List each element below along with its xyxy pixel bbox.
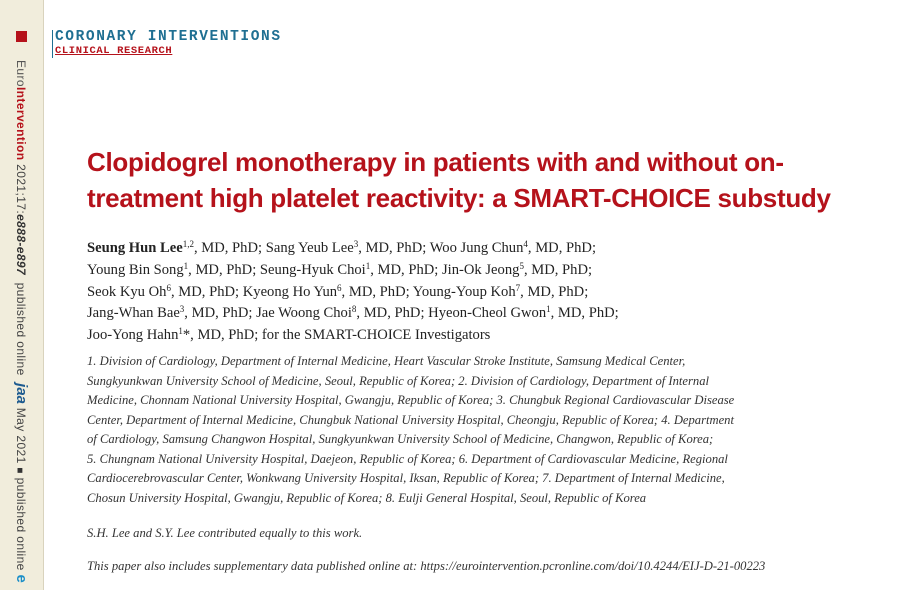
author-name: Joo-Yong Hahn: [87, 327, 179, 344]
e-logo-icon: e: [13, 574, 30, 584]
article-title-line-2: treatment high platelet reactivity: a SMART-CHOICE substudy: [87, 183, 831, 213]
author-name: Seung-Hyuk Choi: [259, 261, 366, 278]
author-name: Kyeong Ho Yun: [242, 283, 338, 300]
author-name: Sang Yeub Lee: [265, 240, 354, 256]
author-affiliation-number: 3: [179, 304, 185, 315]
author-affiliation-number: 8: [351, 304, 357, 315]
author-name: Young-Youp Koh: [412, 283, 516, 300]
author-name: Jin-Ok Jeong: [442, 261, 520, 278]
affiliation-line: Chosun University Hospital, Gwangju, Republic of Korea; 8. Eulji General Hospital, Seoul, Republic of Korea: [87, 490, 647, 505]
author-degrees: , MD, PhD;: [520, 283, 589, 300]
journal-brand-name: Intervention: [14, 86, 28, 161]
article-title: [87, 144, 867, 216]
affiliation-line: Cardiocerebrovascular Center, Wonkwang University Hospital, Iksan, Republic of Korea; 7. Department of Internal Medicine,: [87, 471, 725, 485]
equal-contribution-note: S.H. Lee and S.Y. Lee contributed equally to this work.: [87, 526, 363, 540]
author-line: [87, 260, 877, 282]
author-degrees: , MD, PhD;: [193, 240, 266, 256]
affiliation-line: Medicine, Chonnam National University Hospital, Gwangju, Republic of Korea; 3. Chungbuk Regional Cardiovascular Disease: [87, 393, 735, 407]
affiliation-line: Center, Department of Internal Medicine, Chungbuk National University Hospital, Cheongju, Republic of Korea; 4. Department: [87, 412, 734, 427]
section-marker-square: [16, 31, 27, 42]
author-affiliation-number: 1: [178, 326, 183, 337]
section-subtitle-link[interactable]: CLINICAL RESEARCH: [55, 45, 173, 57]
author-affiliation-number: 5: [519, 260, 524, 271]
author-degrees: , MD, PhD;: [341, 283, 413, 300]
author-line: [87, 282, 877, 304]
author-degrees: , MD, PhD;: [358, 240, 430, 256]
author-degrees: , MD, PhD;: [356, 305, 429, 322]
author-line: [87, 325, 877, 347]
published-online-label: published online: [14, 282, 28, 376]
affiliation-line: of Cardiology, Samsung Changwon Hospital, Sungkyunkwan University School of Medicine, Changwon, Republic of Korea;: [87, 432, 714, 446]
section-title: CORONARY INTERVENTIONS: [55, 29, 282, 45]
author-line: [87, 303, 877, 325]
author-affiliation-number: 1,2: [182, 239, 194, 249]
author-degrees: , MD, PhD;: [527, 240, 597, 256]
author-name: Seok Kyu Oh: [87, 283, 167, 300]
author-name: Woo Jung Chun: [429, 240, 524, 256]
author-degrees: , MD, PhD;: [170, 283, 243, 300]
citation-year: 2021;17:: [14, 164, 28, 215]
author-name: Jae Woong Choi: [256, 305, 352, 322]
jaa-logo: jaa: [13, 383, 30, 405]
author-degrees: , MD, PhD;: [370, 261, 442, 278]
author-degrees: *, MD, PhD; for the SMART-CHOICE Investigators: [182, 327, 491, 344]
article-title-line-1: Clopidogrel monotherapy in patients with and without on-: [87, 147, 784, 177]
author-line: [87, 238, 877, 260]
author-affiliation-number: 6: [337, 282, 342, 293]
author-affiliation-number: 7: [515, 282, 521, 293]
affiliation-line: Sungkyunkwan University School of Medicine, Seoul, Republic of Korea; 2. Division of Cardiology, Department of Internal: [87, 373, 710, 388]
author-name: Seung Hun Lee: [87, 240, 183, 256]
author-affiliation-number: 1: [183, 260, 189, 271]
author-degrees: , MD, PhD;: [523, 261, 593, 278]
author-list: [87, 238, 877, 347]
supplementary-data-note: This paper also includes supplementary data published online at: https://eurointervention.pcronline.com/doi/10.4244/EIJ-D-21-00223: [87, 559, 766, 573]
citation-pages: e888-e897: [14, 214, 28, 276]
published-online-label-2: published online: [14, 477, 28, 571]
author-affiliation-number: 3: [353, 239, 359, 249]
section-header-rule: [52, 30, 53, 58]
author-degrees: , MD, PhD;: [550, 305, 619, 322]
journal-brand-prefix: Euro: [14, 60, 28, 87]
author-name: Hyeon-Cheol Gwon: [428, 305, 547, 322]
sidebar-vertical-text: [8, 60, 36, 590]
author-degrees: , MD, PhD;: [184, 305, 257, 322]
issue-date: May 2021: [14, 407, 28, 464]
affiliation-line: 1. Division of Cardiology, Department of Internal Medicine, Heart Vascular Stroke Institute, Samsung Medical Center,: [87, 354, 686, 368]
author-affiliation-number: 4: [523, 239, 528, 249]
author-affiliation-number: 1: [365, 260, 371, 271]
affiliations: [87, 352, 847, 508]
separator-square-icon: ■: [14, 467, 25, 474]
affiliation-line: 5. Chungnam National University Hospital, Daejeon, Republic of Korea; 6. Department of Cardiovascular Medicine, Regional: [87, 451, 728, 466]
author-affiliation-number: 1: [546, 304, 551, 315]
author-degrees: , MD, PhD;: [188, 261, 260, 278]
sidebar-divider: [43, 0, 44, 590]
author-name: Young Bin Song: [87, 261, 184, 278]
author-affiliation-number: 6: [166, 282, 171, 293]
author-name: Jang-Whan Bae: [87, 305, 180, 322]
